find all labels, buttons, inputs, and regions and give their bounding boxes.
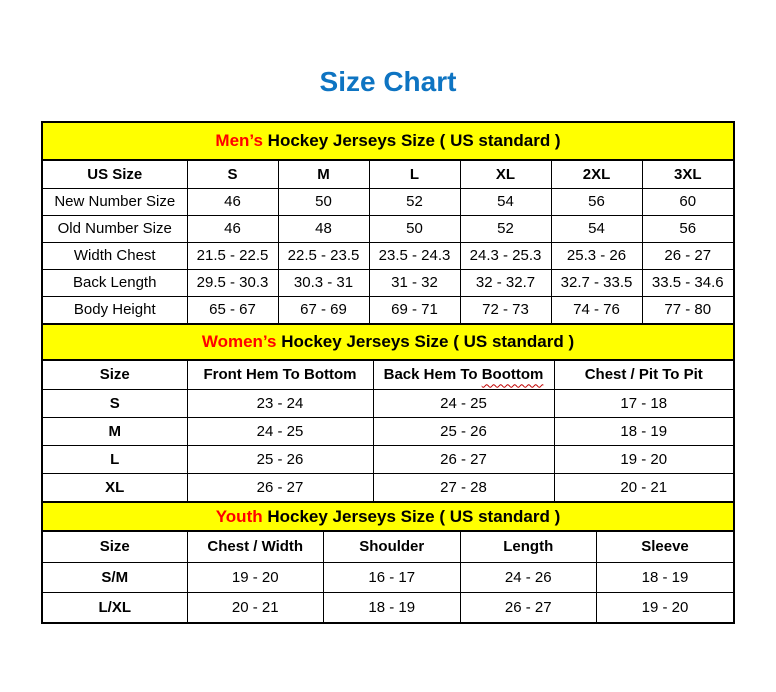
column-header-front-hem: Front Hem To Bottom [187, 361, 373, 389]
size-value-cell: 56 [642, 215, 733, 242]
size-value-cell: 17 - 18 [554, 389, 733, 417]
back-hem-text: Back Hem To [383, 366, 482, 384]
row-label: L [43, 445, 187, 473]
size-value-cell: 67 - 69 [278, 296, 369, 323]
row-label: Old Number Size [43, 215, 187, 242]
size-value-cell: 18 - 19 [597, 562, 734, 592]
table-row [43, 242, 733, 269]
row-label: L/XL [43, 592, 187, 622]
womens-heading-rest: Hockey Jerseys Size ( US standard ) [276, 332, 575, 351]
size-value-cell: 19 - 20 [187, 562, 324, 592]
size-value-cell: 22.5 - 23.5 [278, 242, 369, 269]
size-value-cell: 32.7 - 33.5 [551, 269, 642, 296]
size-chart-tables [41, 121, 735, 624]
column-header-3xl: 3XL [642, 161, 733, 188]
column-header-xl: XL [460, 161, 551, 188]
row-label: S/M [43, 562, 187, 592]
mens-section-header [43, 123, 733, 161]
size-value-cell: 31 - 32 [369, 269, 460, 296]
womens-section-header [43, 323, 733, 361]
size-value-cell: 26 - 27 [642, 242, 733, 269]
size-value-cell: 20 - 21 [187, 592, 324, 622]
size-value-cell: 18 - 19 [324, 592, 461, 622]
column-header-2xl: 2XL [551, 161, 642, 188]
column-header-back-hem [373, 361, 554, 389]
size-value-cell: 74 - 76 [551, 296, 642, 323]
table-row [43, 188, 733, 215]
size-value-cell: 52 [460, 215, 551, 242]
row-label: New Number Size [43, 188, 187, 215]
column-header-shoulder: Shoulder [324, 532, 461, 562]
size-value-cell: 46 [187, 215, 278, 242]
row-label: M [43, 417, 187, 445]
table-row [43, 562, 733, 592]
row-label: Back Length [43, 269, 187, 296]
size-value-cell: 24 - 25 [187, 417, 373, 445]
mens-size-table [43, 161, 733, 323]
size-value-cell: 24.3 - 25.3 [460, 242, 551, 269]
size-value-cell: 60 [642, 188, 733, 215]
size-value-cell: 54 [551, 215, 642, 242]
size-value-cell: 24 - 25 [373, 389, 554, 417]
size-value-cell: 24 - 26 [460, 562, 597, 592]
size-value-cell: 50 [369, 215, 460, 242]
mens-heading-rest: Hockey Jerseys Size ( US standard ) [262, 131, 561, 150]
row-label: S [43, 389, 187, 417]
size-value-cell: 69 - 71 [369, 296, 460, 323]
table-row [43, 473, 733, 501]
youth-size-table [43, 532, 733, 622]
size-value-cell: 26 - 27 [460, 592, 597, 622]
column-header-length: Length [460, 532, 597, 562]
page-title: Size Chart [319, 66, 457, 97]
size-value-cell: 33.5 - 34.6 [642, 269, 733, 296]
size-value-cell: 32 - 32.7 [460, 269, 551, 296]
size-value-cell: 48 [278, 215, 369, 242]
row-label: XL [43, 473, 187, 501]
size-value-cell: 27 - 28 [373, 473, 554, 501]
table-row [43, 417, 733, 445]
size-value-cell: 52 [369, 188, 460, 215]
row-label: Body Height [43, 296, 187, 323]
table-row [43, 592, 733, 622]
column-header-l: L [369, 161, 460, 188]
size-value-cell: 56 [551, 188, 642, 215]
table-row [43, 296, 733, 323]
size-value-cell: 46 [187, 188, 278, 215]
size-value-cell: 16 - 17 [324, 562, 461, 592]
size-value-cell: 26 - 27 [187, 473, 373, 501]
table-row [43, 445, 733, 473]
size-value-cell: 19 - 20 [554, 445, 733, 473]
size-value-cell: 19 - 20 [597, 592, 734, 622]
size-value-cell: 18 - 19 [554, 417, 733, 445]
size-value-cell: 54 [460, 188, 551, 215]
column-header-size: Size [43, 532, 187, 562]
size-value-cell: 25 - 26 [187, 445, 373, 473]
size-value-cell: 77 - 80 [642, 296, 733, 323]
column-header-us-size: US Size [43, 161, 187, 188]
column-header-sleeve: Sleeve [597, 532, 734, 562]
size-value-cell: 72 - 73 [460, 296, 551, 323]
size-value-cell: 21.5 - 22.5 [187, 242, 278, 269]
womens-size-table [43, 361, 733, 501]
size-value-cell: 65 - 67 [187, 296, 278, 323]
size-value-cell: 26 - 27 [373, 445, 554, 473]
youth-header-row [43, 532, 733, 562]
mens-header-row [43, 161, 733, 188]
column-header-m: M [278, 161, 369, 188]
size-value-cell: 29.5 - 30.3 [187, 269, 278, 296]
row-label: Width Chest [43, 242, 187, 269]
womens-heading-highlight: Women’s [201, 332, 277, 351]
column-header-chest-pit: Chest / Pit To Pit [554, 361, 733, 389]
column-header-s: S [187, 161, 278, 188]
size-value-cell: 20 - 21 [554, 473, 733, 501]
misspelled-word: Boottom [481, 366, 544, 384]
column-header-chest-width: Chest / Width [187, 532, 324, 562]
table-row [43, 389, 733, 417]
mens-heading-highlight: Men’s [215, 131, 263, 150]
youth-section-header [43, 501, 733, 532]
table-row [43, 269, 733, 296]
column-header-size: Size [43, 361, 187, 389]
size-value-cell: 23 - 24 [187, 389, 373, 417]
size-value-cell: 50 [278, 188, 369, 215]
size-value-cell: 30.3 - 31 [278, 269, 369, 296]
womens-header-row [43, 361, 733, 389]
table-row [43, 215, 733, 242]
youth-heading-rest: Hockey Jerseys Size ( US standard ) [262, 506, 561, 526]
size-value-cell: 25.3 - 26 [551, 242, 642, 269]
youth-heading-highlight: Youth [215, 506, 263, 526]
size-value-cell: 25 - 26 [373, 417, 554, 445]
size-value-cell: 23.5 - 24.3 [369, 242, 460, 269]
